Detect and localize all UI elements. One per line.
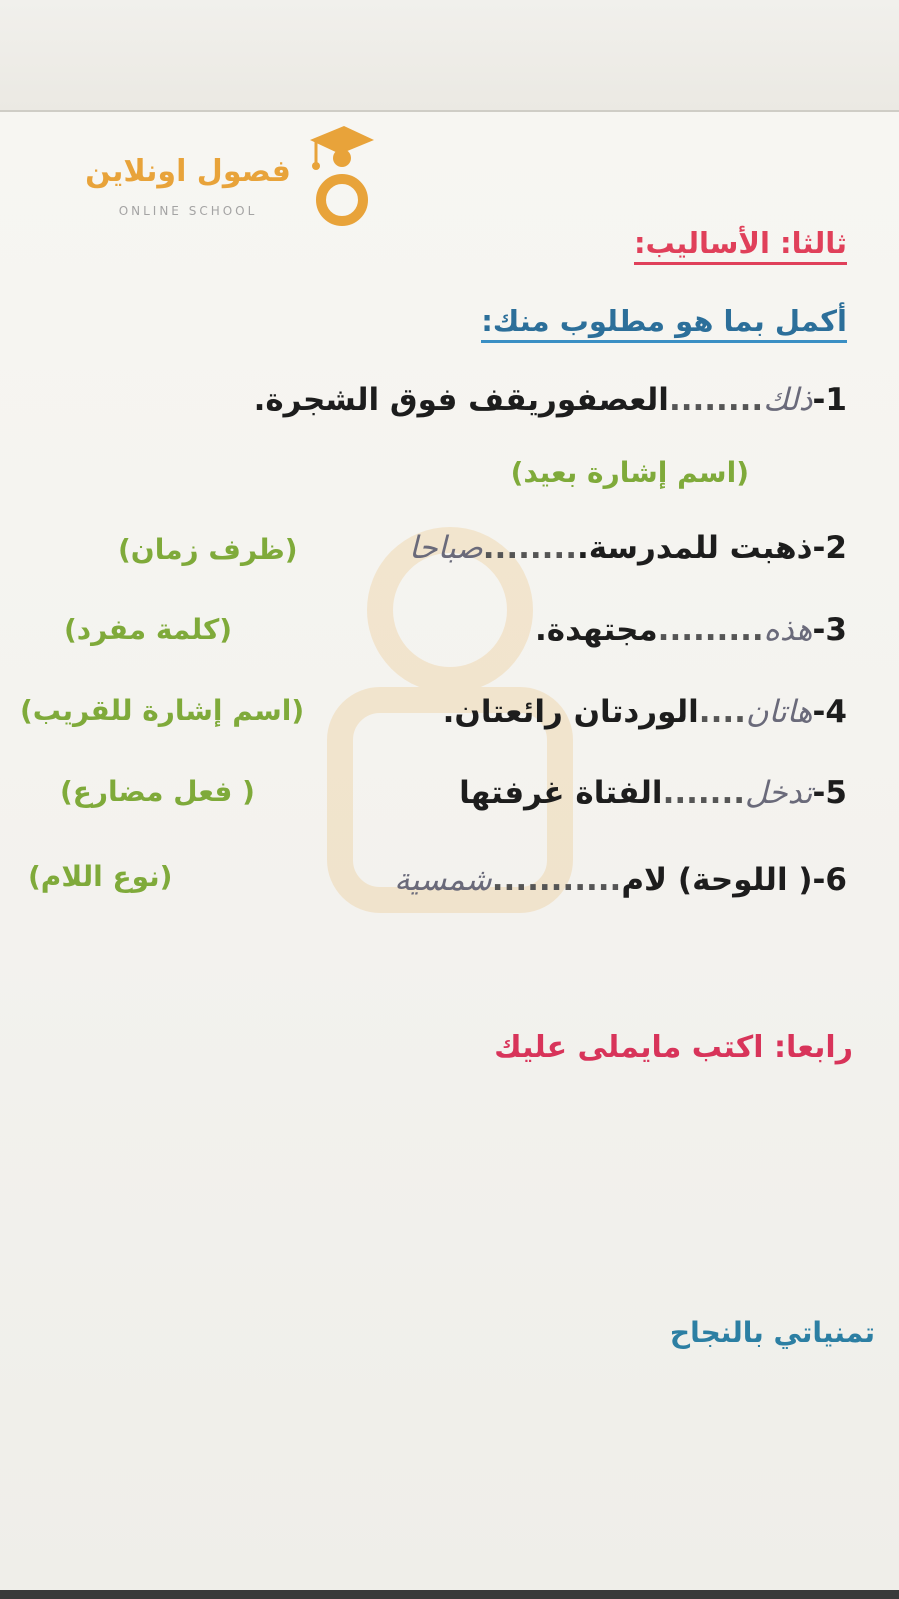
question-4: 4-هاتان....الوردتان رائعتان. [442, 694, 847, 730]
section-four-title: رابعا: اكتب مايملى عليك [494, 1030, 853, 1065]
question-1: 1-ذلك........العصفوريقف فوق الشجرة. [253, 382, 847, 418]
hint-3: (كلمة مفرد) [64, 613, 233, 646]
hint-6: (نوع اللام) [28, 860, 173, 893]
question-2: 2-ذهبت للمدرسة.........صباحا [409, 530, 847, 566]
handwritten-answer: هاتان [745, 694, 813, 730]
instruction: أكمل بما هو مطلوب منك: [481, 304, 847, 338]
graduation-cap-icon [304, 122, 376, 232]
question-3: 3-هذه.........مجتهدة. [535, 612, 847, 648]
handwritten-answer: ذلك [763, 382, 813, 418]
handwritten-answer: شمسية [394, 862, 492, 898]
closing-message: تمنياتي بالنجاح [669, 1316, 875, 1349]
logo-english-name: ONLINE SCHOOL [118, 204, 258, 218]
hint-5: ( فعل مضارع) [60, 775, 255, 808]
hint-1: (اسم إشارة بعيد) [510, 456, 749, 489]
handwritten-answer: هذه [763, 612, 813, 648]
hint-2: (ظرف زمان) [118, 533, 298, 566]
section-title: ثالثا: الأساليب: [634, 226, 847, 260]
hint-4: (اسم إشارة للقريب) [20, 694, 305, 727]
school-logo [78, 122, 388, 232]
handwritten-answer: صباحا [409, 530, 483, 566]
bottom-edge [0, 1590, 899, 1599]
handwritten-answer: تدخل [745, 775, 813, 811]
question-5: 5-تدخل.......الفتاة غرفتها [459, 775, 847, 811]
top-strip [0, 0, 899, 112]
question-6: 6-( اللوحة) لام...........شمسية [394, 862, 847, 898]
logo-arabic-name: فصول اونلاين [85, 154, 291, 189]
